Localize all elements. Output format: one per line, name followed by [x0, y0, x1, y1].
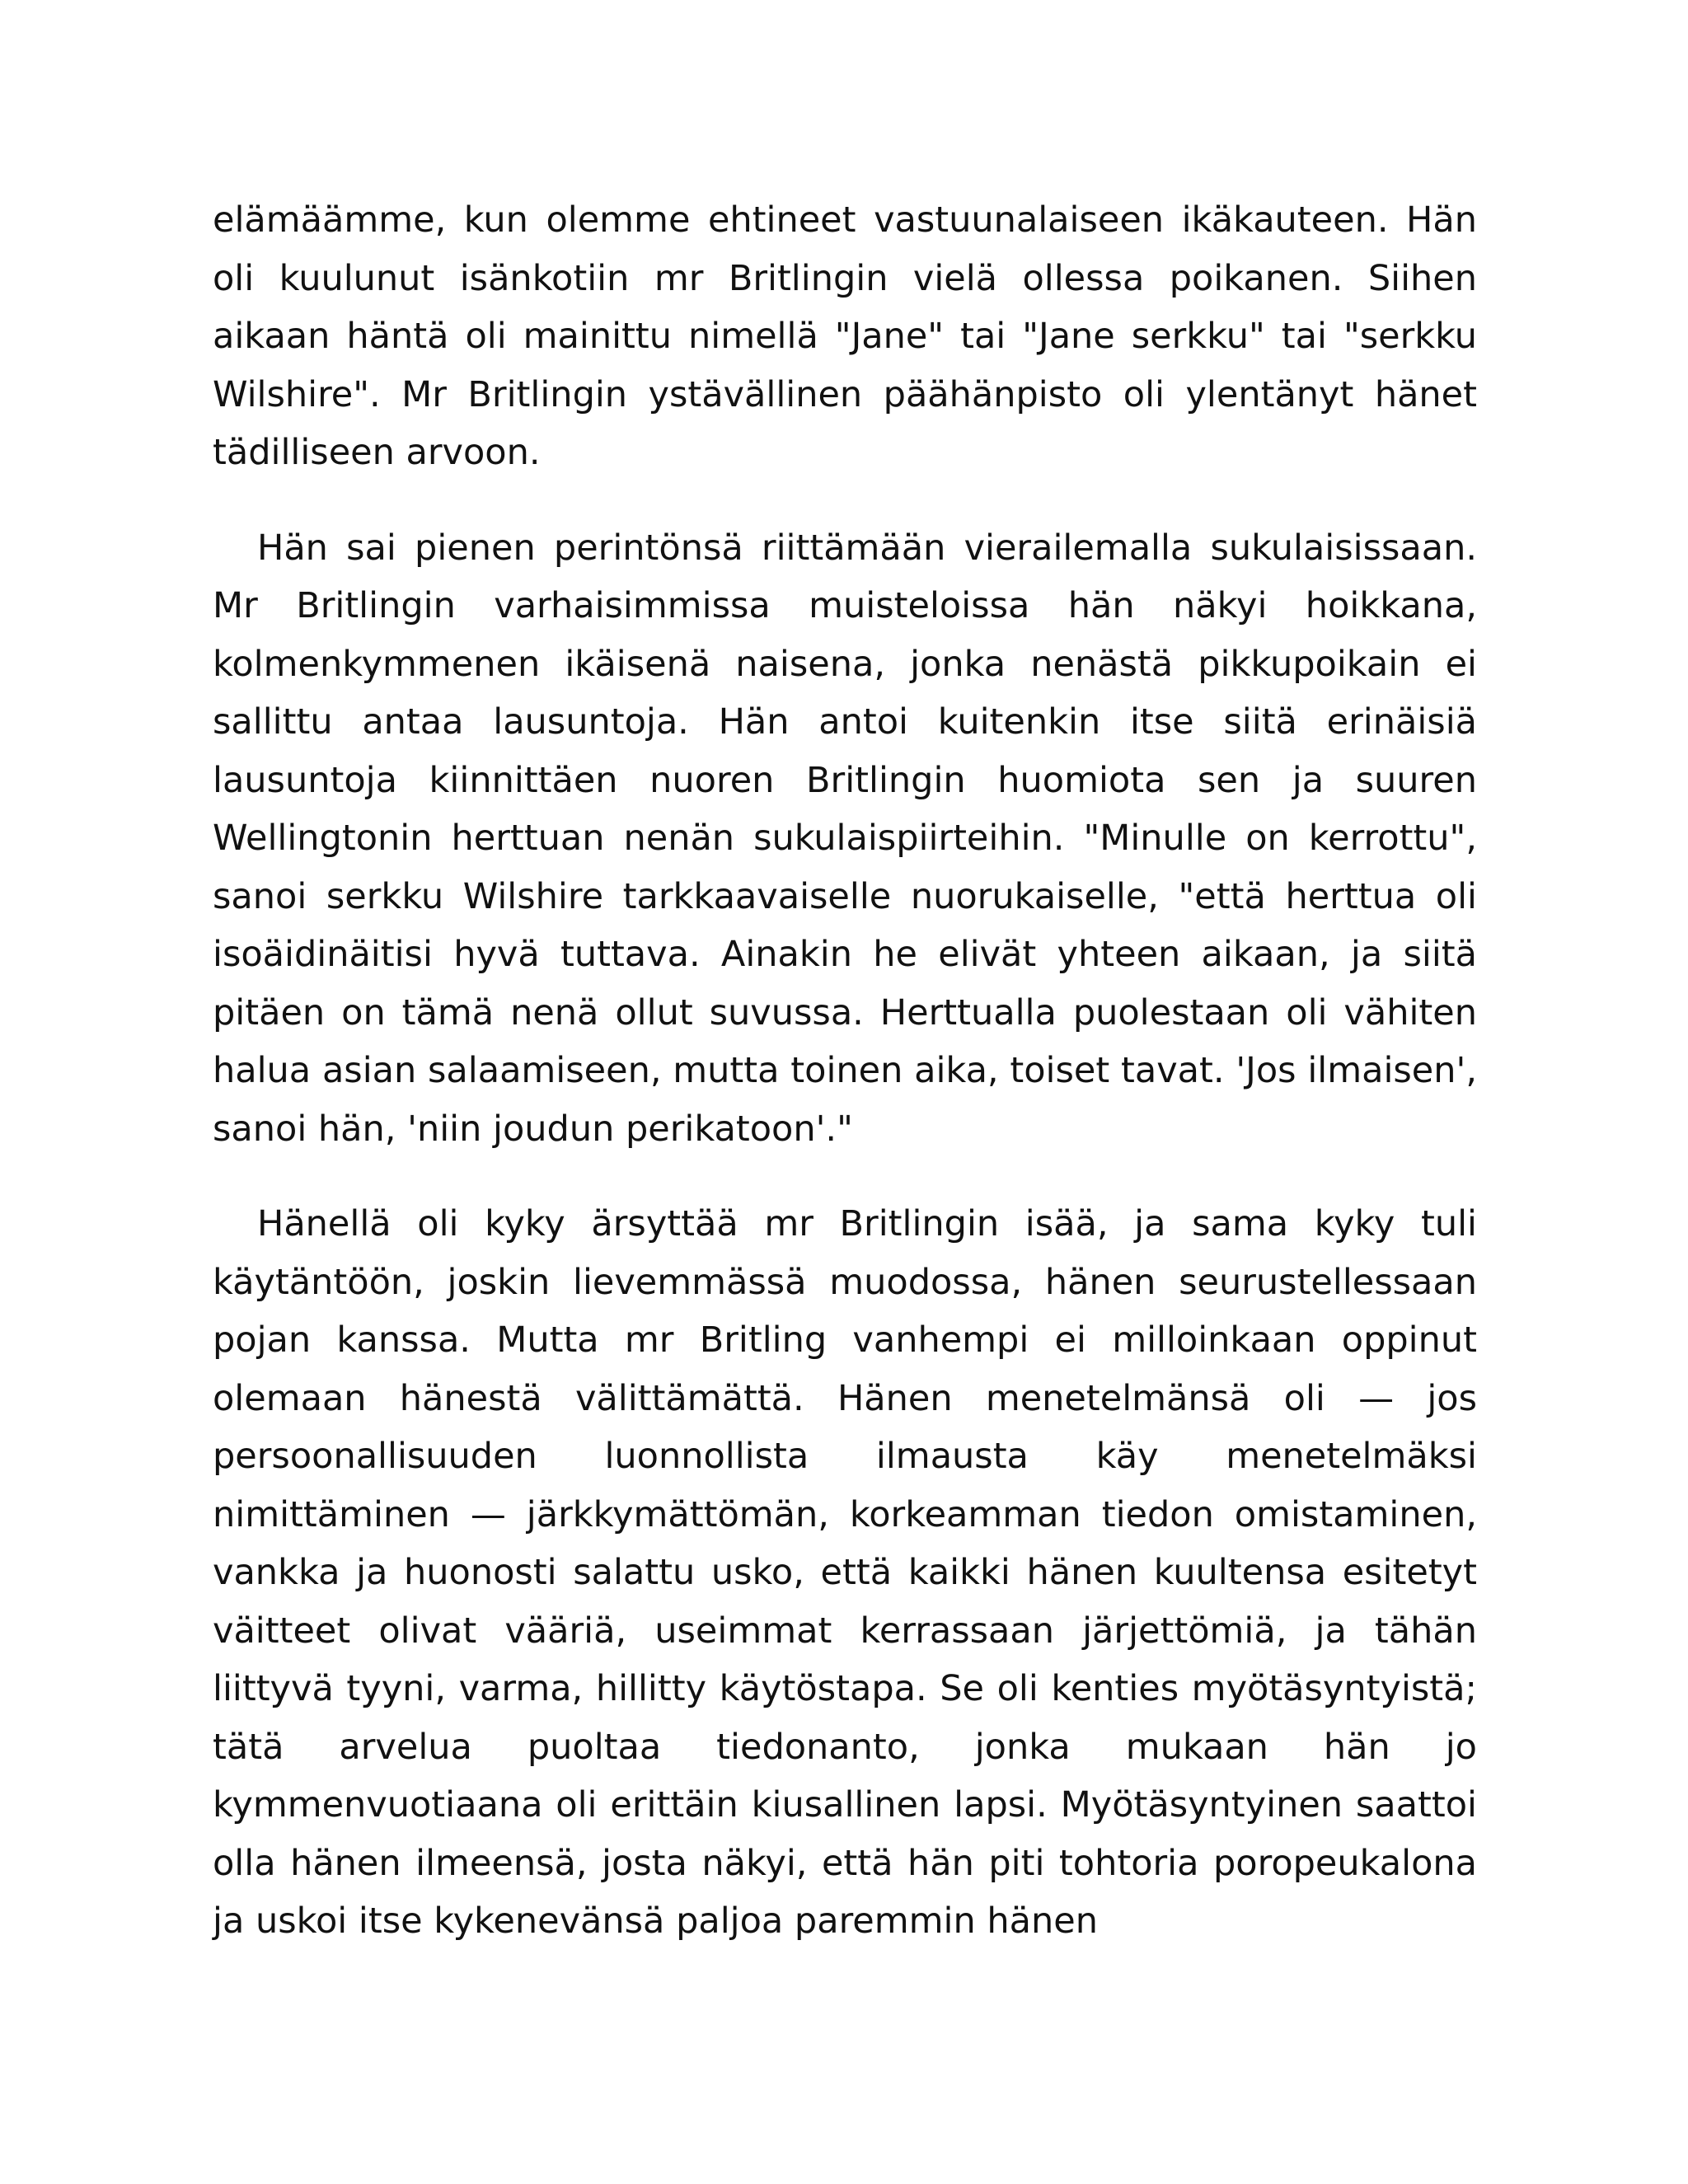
paragraph-1: elämäämme, kun olemme ehtineet vastuunalaiseen ikäkauteen. Hän oli kuulunut isänkotiin mr Britlingin vielä ollessa poikanen. Siihen aikaan häntä oli mainittu nimellä "Jane" tai "Jane serkku" tai "serkku Wilshire". Mr Britlingin ystävällinen päähänpisto oli ylentänyt hänet tädilliseen arvoon. — [213, 199, 1477, 473]
paragraph-2: Hän sai pienen perintönsä riittämään vierailemalla sukulaisissaan. Mr Britlingin varhaisimmissa muisteloissa hän näkyi hoikkana, kolmenkymmenen ikäisenä naisena, jonka nenästä pikkupoikain ei sallittu antaa lausuntoja. Hän antoi kuitenkin itse siitä erinäisiä lausuntoja kiinnittäen nuoren Britlingin huomiota sen ja suuren Wellingtonin herttuan nenän sukulaispiirteihin. "Minulle on kerrottu", sanoi serkku Wilshire tarkkaavaiselle nuorukaiselle, "että herttua oli isoäidinäitisi hyvä tuttava. Ainakin he elivät yhteen aikaan, ja siitä pitäen on tämä nenä ollut suvussa. Herttualla puolestaan oli vähiten halua asian salaamiseen, mutta toinen aika, toiset tavat. 'Jos ilmaisen', sanoi hän, 'niin joudun perikatoon'." — [213, 527, 1477, 1150]
document-page — [213, 191, 1477, 1951]
paragraph-3: Hänellä oli kyky ärsyttää mr Britlingin isää, ja sama kyky tuli käytäntöön, joskin lievemmässä muodossa, hänen seurustellessaan pojan kanssa. Mutta mr Britling vanhempi ei milloinkaan oppinut olemaan hänestä välittämättä. Hänen menetelmänsä oli — jos persoonallisuuden luonnollista ilmausta käy menetelmäksi nimittäminen — järkkymättömän, korkeamman tiedon omistaminen, vankka ja huonosti salattu usko, että kaikki hänen kuultensa esitetyt väitteet olivat vääriä, useimmat kerrassaan järjettömiä, ja tähän liittyvä tyyni, varma, hillitty käytöstapa. Se oli kenties myötäsyntyistä; tätä arvelua puoltaa tiedonanto, jonka mukaan hän jo kymmenvuotiaana oli erittäin kiusallinen lapsi. Myötäsyntyinen saattoi olla hänen ilmeensä, josta näkyi, että hän piti tohtoria poropeukalona ja uskoi itse kykenevänsä paljoa paremmin hänen — [213, 1203, 1477, 1942]
